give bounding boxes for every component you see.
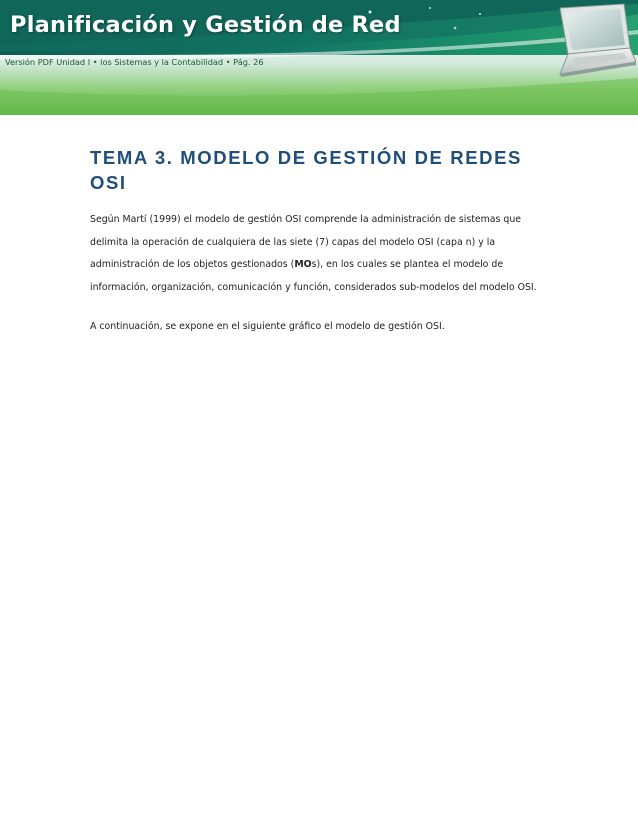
main-content — [90, 145, 550, 339]
heading-line-1: TEMA 3. MODELO DE GESTIÓN DE REDES — [90, 147, 522, 168]
document-title: Planificación y Gestión de Red — [10, 12, 401, 38]
section-heading — [90, 145, 550, 195]
graphic-intro-paragraph: A continuación, se expone en el siguiente gráfico el modelo de gestión OSI. — [90, 321, 445, 332]
page-info: Versión PDF Unidad I • los Sistemas y la Contabilidad • Pág. 26 — [5, 57, 264, 67]
mo-abbreviation: MO — [294, 259, 312, 270]
paragraph-text-end: s), en los cuales se plantea el modelo de información, organización, comunicación y función, considerados sub-modelos del modelo OSI. — [90, 259, 537, 293]
heading-line-2: OSI — [90, 172, 127, 193]
laptop-icon — [520, 2, 636, 82]
page-header-banner — [0, 0, 638, 115]
paragraph-text-start: Según Martí (1999) el modelo de gestión OSI comprende la administración de sistemas que delimita la operación de cualquiera de las siete (7) capas del modelo OSI (capa n) y la administración de los objetos gestionados ( — [90, 214, 522, 270]
intro-paragraph — [90, 209, 550, 299]
